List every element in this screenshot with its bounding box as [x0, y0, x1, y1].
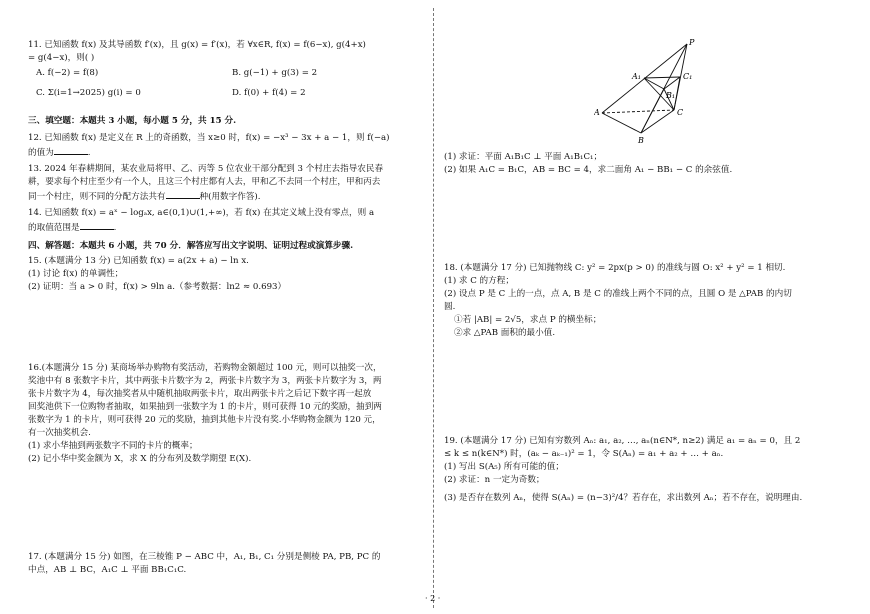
- q16-line3: 张卡片数字为 4，每次抽奖者从中随机抽取两张卡片，取出两张卡片之后记下数字再一起放: [28, 389, 372, 399]
- q11-line1: 11. 已知函数 f(x) 及其导函数 f′(x)，且 g(x) = f′(x)，若 ∀x∈R, f(x) = f(6−x), g(4+x): [28, 40, 366, 50]
- column-divider: [433, 8, 434, 608]
- q18-line5: ①若 |AB| = 2√5，求点 P 的横坐标；: [454, 315, 602, 325]
- q15-line3: (2) 证明：当 a > 0 时，f(x) > 9ln a.（参考数据：ln2 ≈ 0.693）: [28, 282, 287, 292]
- q14-line2-text: 的取值范围是: [28, 223, 80, 233]
- q16-line7: (1) 求小华抽到两张数字不同的卡片的概率；: [28, 441, 198, 451]
- q11-option-a: A. f(−2) = f(8): [36, 68, 99, 78]
- q15-line2: (1) 讨论 f(x) 的单调性；: [28, 269, 124, 279]
- q19-line1: 19. (本题满分 17 分) 已知有穷数列 Aₙ: a₁, a₂, …, aₙ(n∈N*, n≥2) 满足 a₁ = aₙ = 0，且 2: [444, 436, 801, 446]
- q11-option-b: B. g(−1) + g(3) = 2: [232, 68, 318, 78]
- q15-line1: 15. (本题满分 13 分) 已知函数 f(x) = a(2x + a) − ln x.: [28, 256, 249, 266]
- q18-line6: ②求 △PAB 面积的最小值.: [454, 328, 556, 338]
- q18-line4: 圆.: [444, 302, 456, 312]
- q18-line3: (2) 设点 P 是 C 上的一点，点 A, B 是 C 的准线上两个不同的点，且圆 O 是 △PAB 的内切: [444, 289, 792, 299]
- q16-line1: 16.(本题满分 15 分) 某商场举办购物有奖活动，若购物金额超过 100 元，则可以抽奖一次，: [28, 363, 382, 373]
- answer-blank: [166, 190, 200, 199]
- q19-line3: (1) 写出 S(A₅) 所有可能的值；: [444, 462, 564, 472]
- page-number: · 2 ·: [425, 594, 441, 603]
- answer-blank: [54, 146, 88, 155]
- q13-line3-text: 同一个村庄，则不同的分配方法共有: [28, 192, 166, 202]
- label-A1: A₁: [632, 72, 641, 81]
- q13-line3-tail: 种(用数字作答).: [199, 192, 261, 202]
- q12-line2-text: 的值为: [28, 148, 54, 158]
- q16-line4: 回奖池供下一位购物者抽取，如果抽到一张数字为 1 的卡片，则可获得 10 元的奖励，抽到两: [28, 402, 382, 412]
- q14-line1: 14. 已知函数 f(x) = aˣ − logₐx, a∈(0,1)∪(1,+∞)，若 f(x) 在其定义域上没有零点，则 a: [28, 208, 375, 218]
- pyramid-figure: [594, 38, 734, 148]
- label-C1: C₁: [683, 72, 693, 81]
- q19-line4: (2) 求证：n 一定为奇数；: [444, 475, 545, 485]
- q17-part1: (1) 求证：平面 A₁B₁C ⊥ 平面 A₁B₁C₁；: [444, 152, 603, 162]
- q16-line5: 张数字为 1 的卡片，则可获得 20 元的奖励，抽到其他卡片没有奖.小华购物金额为 120 元，: [28, 415, 381, 425]
- section4-heading: 四、解答题：本题共 6 小题，共 70 分．解答应写出文字说明、证明过程或演算步骤.: [28, 241, 354, 251]
- q18-line2: (1) 求 C 的方程；: [444, 276, 514, 286]
- label-A: A: [594, 108, 600, 117]
- q11-option-d: D. f(0) + f(4) = 2: [232, 88, 306, 98]
- label-P: P: [689, 38, 695, 47]
- q11-line2: = g(4−x)，则( ): [28, 53, 95, 63]
- label-B1: B₁: [666, 91, 676, 100]
- q17-line1: 17. (本题满分 15 分) 如图，在三棱锥 P − ABC 中，A₁, B₁, C₁ 分别是侧棱 PA, PB, PC 的: [28, 552, 381, 562]
- q14-line2: 的取值范围是 .: [28, 223, 117, 233]
- q16-line2: 奖池中有 8 张数字卡片，其中两张卡片数字为 2，两张卡片数字为 3，两张卡片数字为 3，两: [28, 376, 382, 386]
- q17-part2: (2) 如果 A₁C = B₁C，AB = BC = 4，求二面角 A₁ − BB₁ − C 的余弦值.: [444, 165, 733, 175]
- section3-heading: 三、填空题：本题共 3 小题，每小题 5 分，共 15 分.: [28, 116, 237, 126]
- q19-line2: ≤ k ≤ n(k∈N*) 时，(aₖ − aₖ₋₁)² = 1，令 S(Aₙ) = a₁ + a₂ + … + aₙ.: [444, 449, 724, 459]
- q13-line1: 13. 2024 年春耕期间，某农业局将甲、乙、丙等 5 位农业干部分配到 3 个村庄去指导农民春: [28, 164, 384, 174]
- q19-line5: (3) 是否存在数列 Aₙ，使得 S(Aₙ) = (n−3)²/4？若存在，求出数列 Aₙ；若不存在，说明理由.: [444, 493, 803, 503]
- q17-line2: 中点，AB ⊥ BC，A₁C ⊥ 平面 BB₁C₁C.: [28, 565, 187, 575]
- q11-option-c: C. Σ(i=1→2025) g(i) = 0: [36, 88, 141, 98]
- q13-line3: [28, 190, 261, 203]
- q12-line1: 12. 已知函数 f(x) 是定义在 R 上的奇函数，当 x≥0 时，f(x) = −x³ − 3x + a − 1，则 f(−a): [28, 133, 390, 143]
- q18-line1: 18. (本题满分 17 分) 已知抛物线 C: y² = 2px(p > 0) 的准线与圆 O: x² + y² = 1 相切.: [444, 263, 786, 273]
- label-C: C: [677, 108, 684, 117]
- q16-line8: (2) 记小华中奖金额为 X，求 X 的分布列及数学期望 E(X).: [28, 454, 252, 464]
- q16-line6: 有一次抽奖机会.: [28, 428, 91, 438]
- answer-blank: [80, 221, 114, 230]
- q12-line2: 的值为 .: [28, 148, 91, 158]
- label-B: B: [638, 136, 644, 145]
- q13-line2: 耕，要求每个村庄至少有一个人，且这三个村庄都有人去，甲和乙不去同一个村庄，甲和丙去: [28, 177, 381, 187]
